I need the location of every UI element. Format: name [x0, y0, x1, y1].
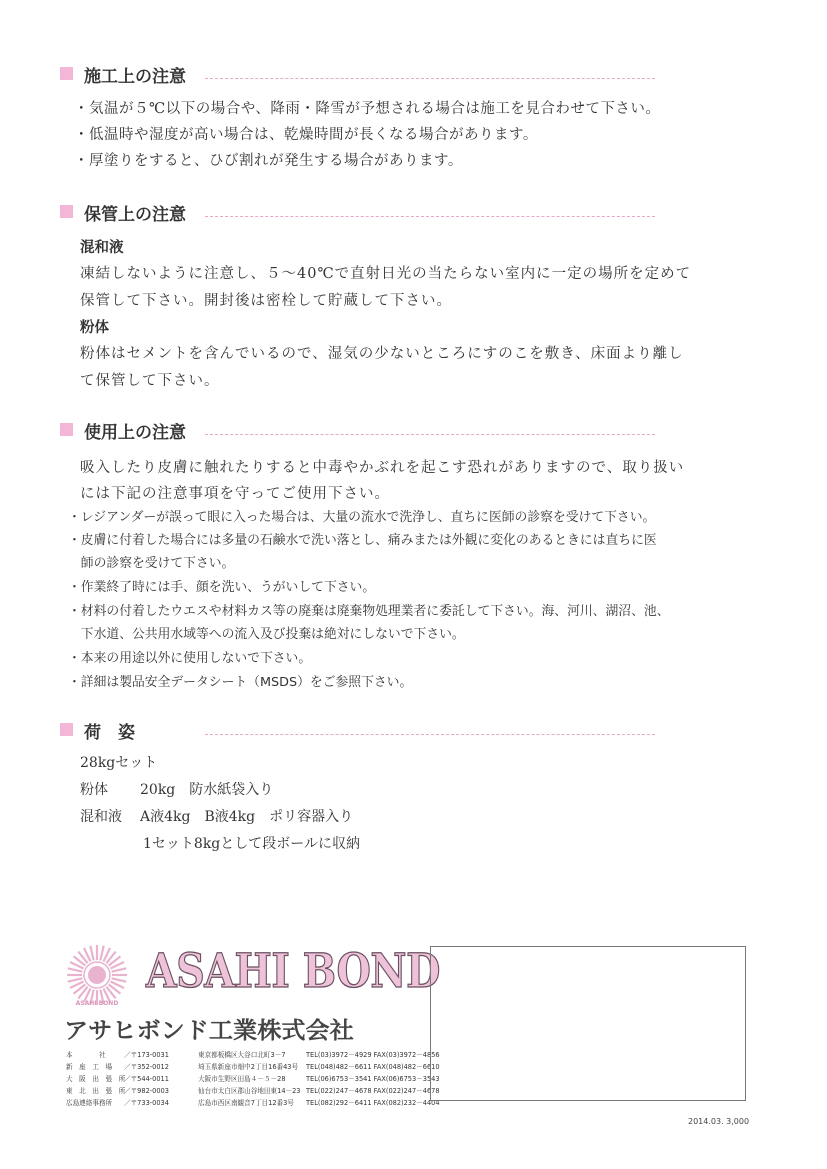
- storage-liquid-line: 凍結しないように注意し、５～40℃で直射日光の当たらない室内に一定の場所を定めて: [80, 266, 692, 282]
- liquid-subheading: 混和液: [80, 240, 124, 256]
- company-name: アサヒボンド工業株式会社: [64, 1018, 354, 1044]
- section-header-usage: [60, 418, 660, 442]
- office-zip: ／〒544-0011: [124, 1075, 169, 1083]
- dealer-stamp-box: [430, 946, 746, 1101]
- office-street: 大阪市生野区田島４－５－28: [198, 1075, 286, 1083]
- office-label: 大 阪 出 張 所: [66, 1075, 126, 1083]
- section-rule: [205, 78, 655, 79]
- office-label: 東 北 出 張 所: [66, 1087, 126, 1095]
- emblem-caption: ASAHI BOND: [75, 1000, 119, 1007]
- construction-item: ・厚塗りをすると、ひび割れが発生する場合があります。: [74, 153, 463, 169]
- section-title: 使用上の注意: [84, 423, 186, 443]
- section-title: 施工上の注意: [84, 67, 186, 87]
- storage-liquid-line: 保管して下さい。開封後は密栓して貯蔵して下さい。: [80, 293, 452, 309]
- office-label: 広島連絡事務所: [66, 1099, 113, 1107]
- usage-item: ・皮膚に付着した場合には多量の石鹸水で洗い落とし、痛みまたは外観に変化のあるときには直ちに医: [68, 533, 657, 548]
- office-zip: ／〒352-0012: [124, 1063, 169, 1071]
- usage-item: ・詳細は製品安全データシート（MSDS）をご参照下さい。: [68, 675, 413, 690]
- packing-set: 28kgセット: [80, 755, 158, 771]
- section-marker: [60, 423, 73, 436]
- section-rule: [205, 434, 655, 435]
- usage-intro-line: には下記の注意事項を守ってご使用下さい。: [80, 486, 390, 502]
- packing-note: 1セット8kgとして段ボールに収納: [143, 836, 360, 852]
- powder-subheading: 粉体: [80, 320, 109, 336]
- usage-item: ・本来の用途以外に使用しないで下さい。: [68, 651, 312, 666]
- office-tel: TEL(03)3972－4929 FAX(03)3972－4856: [306, 1051, 440, 1059]
- office-zip: ／〒733-0034: [124, 1099, 169, 1107]
- storage-powder-line: 粉体はセメントを含んでいるので、湿気の少ないところにすのこを敷き、床面より離し: [80, 346, 684, 362]
- brand-logo: ASAHI BOND: [146, 944, 440, 999]
- office-tel: TEL(048)482－6611 FAX(048)482－6610: [306, 1063, 440, 1071]
- office-tel: TEL(06)6753－3541 FAX(06)6753－3543: [306, 1075, 440, 1083]
- usage-intro-line: 吸入したり皮膚に触れたりすると中毒やかぶれを起こす恐れがありますので、取り扱い: [80, 460, 685, 476]
- emblem-ray: [112, 968, 127, 971]
- office-street: 広島市西区南観音7丁目12番3号: [198, 1099, 294, 1107]
- usage-item: ・作業終了時には手、顔を洗い、うがいして下さい。: [68, 580, 376, 595]
- emblem-ray: [90, 946, 93, 961]
- emblem-ray: [112, 978, 127, 981]
- section-title: 保管上の注意: [84, 205, 186, 225]
- section-marker: [60, 723, 73, 736]
- section-header-storage: [60, 200, 660, 224]
- office-tel: TEL(082)292－6411 FAX(082)232－4404: [306, 1099, 440, 1107]
- office-zip: ／〒173-0031: [124, 1051, 169, 1059]
- section-marker: [60, 67, 73, 80]
- office-street: 仙台市太白区郡山谷地田東14－23: [198, 1087, 301, 1095]
- office-label: 本 社: [66, 1051, 106, 1059]
- storage-powder-line: て保管して下さい。: [80, 373, 220, 389]
- section-header-construction: [60, 62, 660, 86]
- construction-item: ・低温時や湿度が高い場合は、乾燥時間が長くなる場合があります。: [74, 127, 538, 143]
- section-title: 荷 姿: [84, 723, 135, 743]
- print-code: 2014.03. 3,000: [688, 1117, 750, 1126]
- office-zip: ／〒982-0003: [124, 1087, 169, 1095]
- office-tel: TEL(022)247－4678 FAX(022)247－4678: [306, 1087, 440, 1095]
- section-marker: [60, 205, 73, 218]
- usage-item: ・レジアンダーが誤って眼に入った場合は、大量の流水で洗浄し、直ちに医師の診察を受けて下さい。: [68, 510, 656, 525]
- emblem-ray: [68, 978, 83, 981]
- section-rule: [205, 216, 655, 217]
- usage-item: 師の診察を受けて下さい。: [68, 556, 235, 571]
- construction-item: ・気温が５℃以下の場合や、降雨・降雪が予想される場合は施工を見合わせて下さい。: [74, 101, 661, 117]
- office-street: 埼玉県新座市畑中2丁目16番43号: [198, 1063, 299, 1071]
- usage-item: 下水道、公共用水域等への流入及び投棄は絶対にしないで下さい。: [68, 627, 465, 642]
- office-label: 新 座 工 場: [66, 1063, 113, 1071]
- usage-item: ・材料の付着したウエスや材料カス等の廃棄は廃棄物処理業者に委託して下さい。海、河川、湖沼、池、: [68, 604, 670, 619]
- packing-powder-label: 粉体: [80, 782, 108, 798]
- company-emblem: [62, 940, 132, 1010]
- emblem-ray: [68, 968, 83, 971]
- emblem-ray: [100, 946, 103, 961]
- packing-liquid-value: A液4kg B液4kg ポリ容器入り: [140, 809, 354, 825]
- section-rule: [205, 734, 655, 735]
- section-header-packing: [60, 718, 660, 742]
- packing-liquid-label: 混和液: [80, 809, 122, 825]
- office-street: 東京都板橋区大谷口北町3－7: [198, 1051, 286, 1059]
- packing-powder-value: 20kg 防水紙袋入り: [140, 782, 274, 798]
